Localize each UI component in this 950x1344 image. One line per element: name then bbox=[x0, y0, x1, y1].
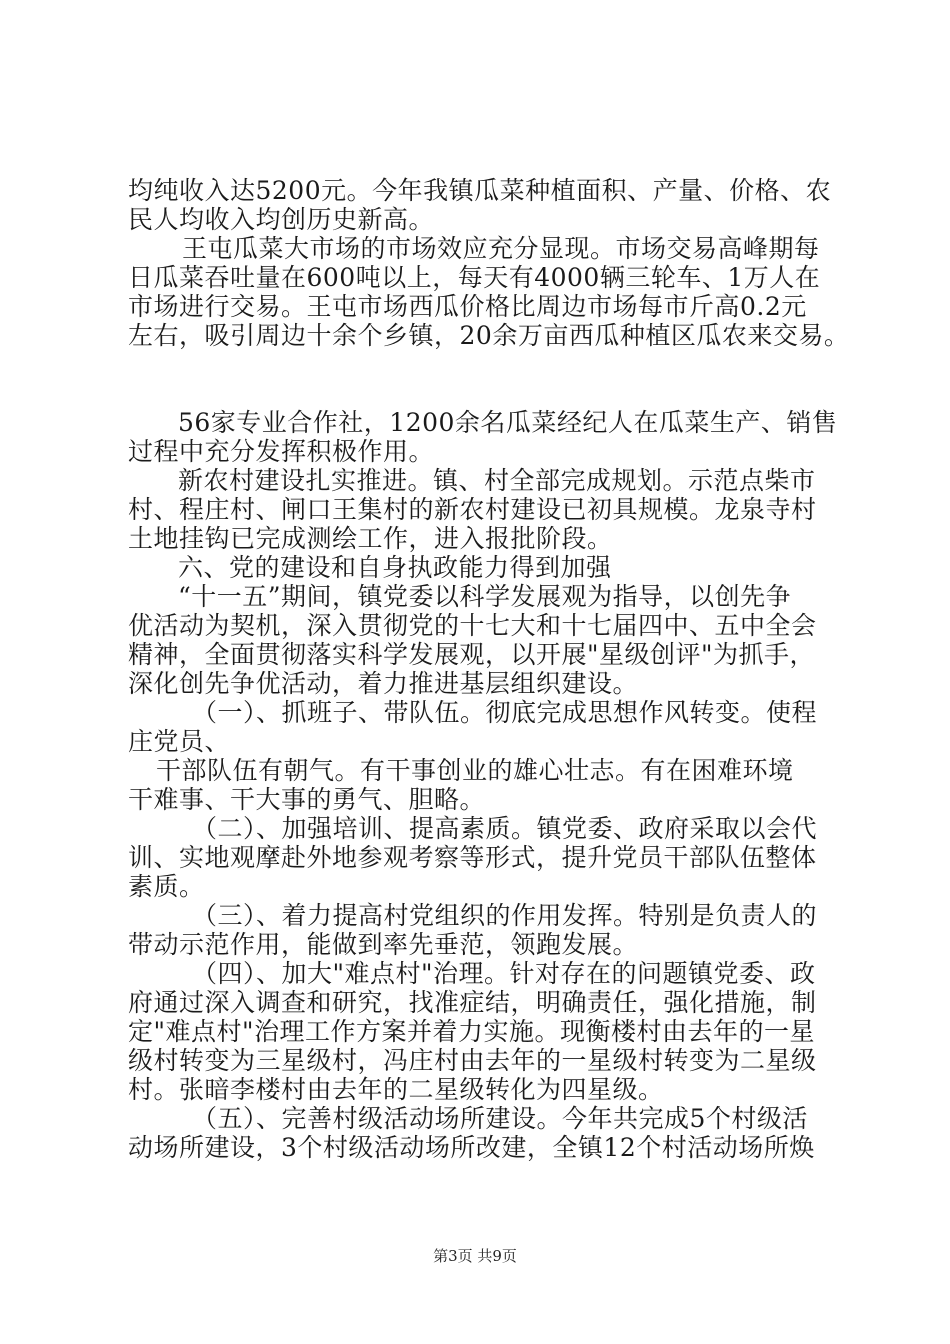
text-line: 素质。 bbox=[128, 872, 205, 901]
text-line: 日瓜菜吞吐量在600吨以上，每天有4000辆三轮车、1万人在 bbox=[128, 263, 821, 292]
text-line: 府通过深入调查和研究，找准症结，明确责任，强化措施，制 bbox=[128, 988, 817, 1017]
text-line: 民人均收入均创历史新高。 bbox=[128, 205, 435, 234]
text-line: 土地挂钩已完成测绘工作，进入报批阶段。 bbox=[128, 524, 613, 553]
text-line: 左右，吸引周边十余个乡镇，20余万亩西瓜种植区瓜农来交易。 bbox=[128, 321, 850, 350]
text-line: 优活动为契机，深入贯彻党的十七大和十七届四中、五中全会 bbox=[128, 611, 817, 640]
text-line: 新农村建设扎实推进。镇、村全部完成规划。示范点柴市 bbox=[178, 466, 816, 495]
text-line: 过程中充分发挥积极作用。 bbox=[128, 437, 435, 466]
document-body bbox=[128, 176, 850, 1162]
text-line: 村、程庄村、闸口王集村的新农村建设已初具规模。龙泉寺村 bbox=[128, 495, 817, 524]
text-line: 庄党员、 bbox=[128, 727, 231, 756]
text-line: 精神，全面贯彻落实科学发展观，以开展"星级创评"为抓手， bbox=[128, 640, 816, 669]
text-line: 深化创先争优活动，着力推进基层组织建设。 bbox=[128, 669, 639, 698]
text-line: 定"难点村"治理工作方案并着力实施。现衡楼村由去年的一星 bbox=[128, 1017, 816, 1046]
section-heading: 六、党的建设和自身执政能力得到加强 bbox=[178, 553, 612, 582]
text-line: （五）、完善村级活动场所建设。今年共完成5个村级活 bbox=[192, 1104, 808, 1133]
text-line: （一）、抓班子、带队伍。彻底完成思想作风转变。使程 bbox=[192, 698, 818, 727]
text-line: 干部队伍有朝气。有干事创业的雄心壮志。有在困难环境 bbox=[156, 756, 794, 785]
text-line: 训、实地观摩赴外地参观考察等形式，提升党员干部队伍整体 bbox=[128, 843, 817, 872]
text-line: （三）、着力提高村党组织的作用发挥。特别是负责人的 bbox=[192, 901, 818, 930]
text-line: 干难事、干大事的勇气、胆略。 bbox=[128, 785, 486, 814]
text-line: 带动示范作用，能做到率先垂范，领跑发展。 bbox=[128, 930, 639, 959]
text-line: 动场所建设，3个村级活动场所改建，全镇12个村活动场所焕 bbox=[128, 1133, 815, 1162]
text-line: （四）、加大"难点村"治理。针对存在的问题镇党委、政 bbox=[192, 959, 816, 988]
text-line: 村。张暗李楼村由去年的二星级转化为四星级。 bbox=[128, 1075, 664, 1104]
text-line: 王屯瓜菜大市场的市场效应充分显现。市场交易高峰期每 bbox=[182, 234, 820, 263]
text-line: （二）、加强培训、提高素质。镇党委、政府采取以会代 bbox=[192, 814, 818, 843]
text-line: “十一五”期间，镇党委以科学发展观为指导，以创先争 bbox=[178, 582, 792, 611]
text-line: 级村转变为三星级村，冯庄村由去年的一星级村转变为二星级 bbox=[128, 1046, 817, 1075]
text-line: 均纯收入达5200元。今年我镇瓜菜种植面积、产量、价格、农 bbox=[128, 176, 832, 205]
paragraph-gap bbox=[128, 350, 840, 408]
text-line: 市场进行交易。王屯市场西瓜价格比周边市场每市斤高0.2元 bbox=[128, 292, 807, 321]
page-footer: 第3页 共9页 bbox=[433, 1247, 517, 1265]
text-line: 56家专业合作社，1200余名瓜菜经纪人在瓜菜生产、销售 bbox=[178, 408, 838, 437]
